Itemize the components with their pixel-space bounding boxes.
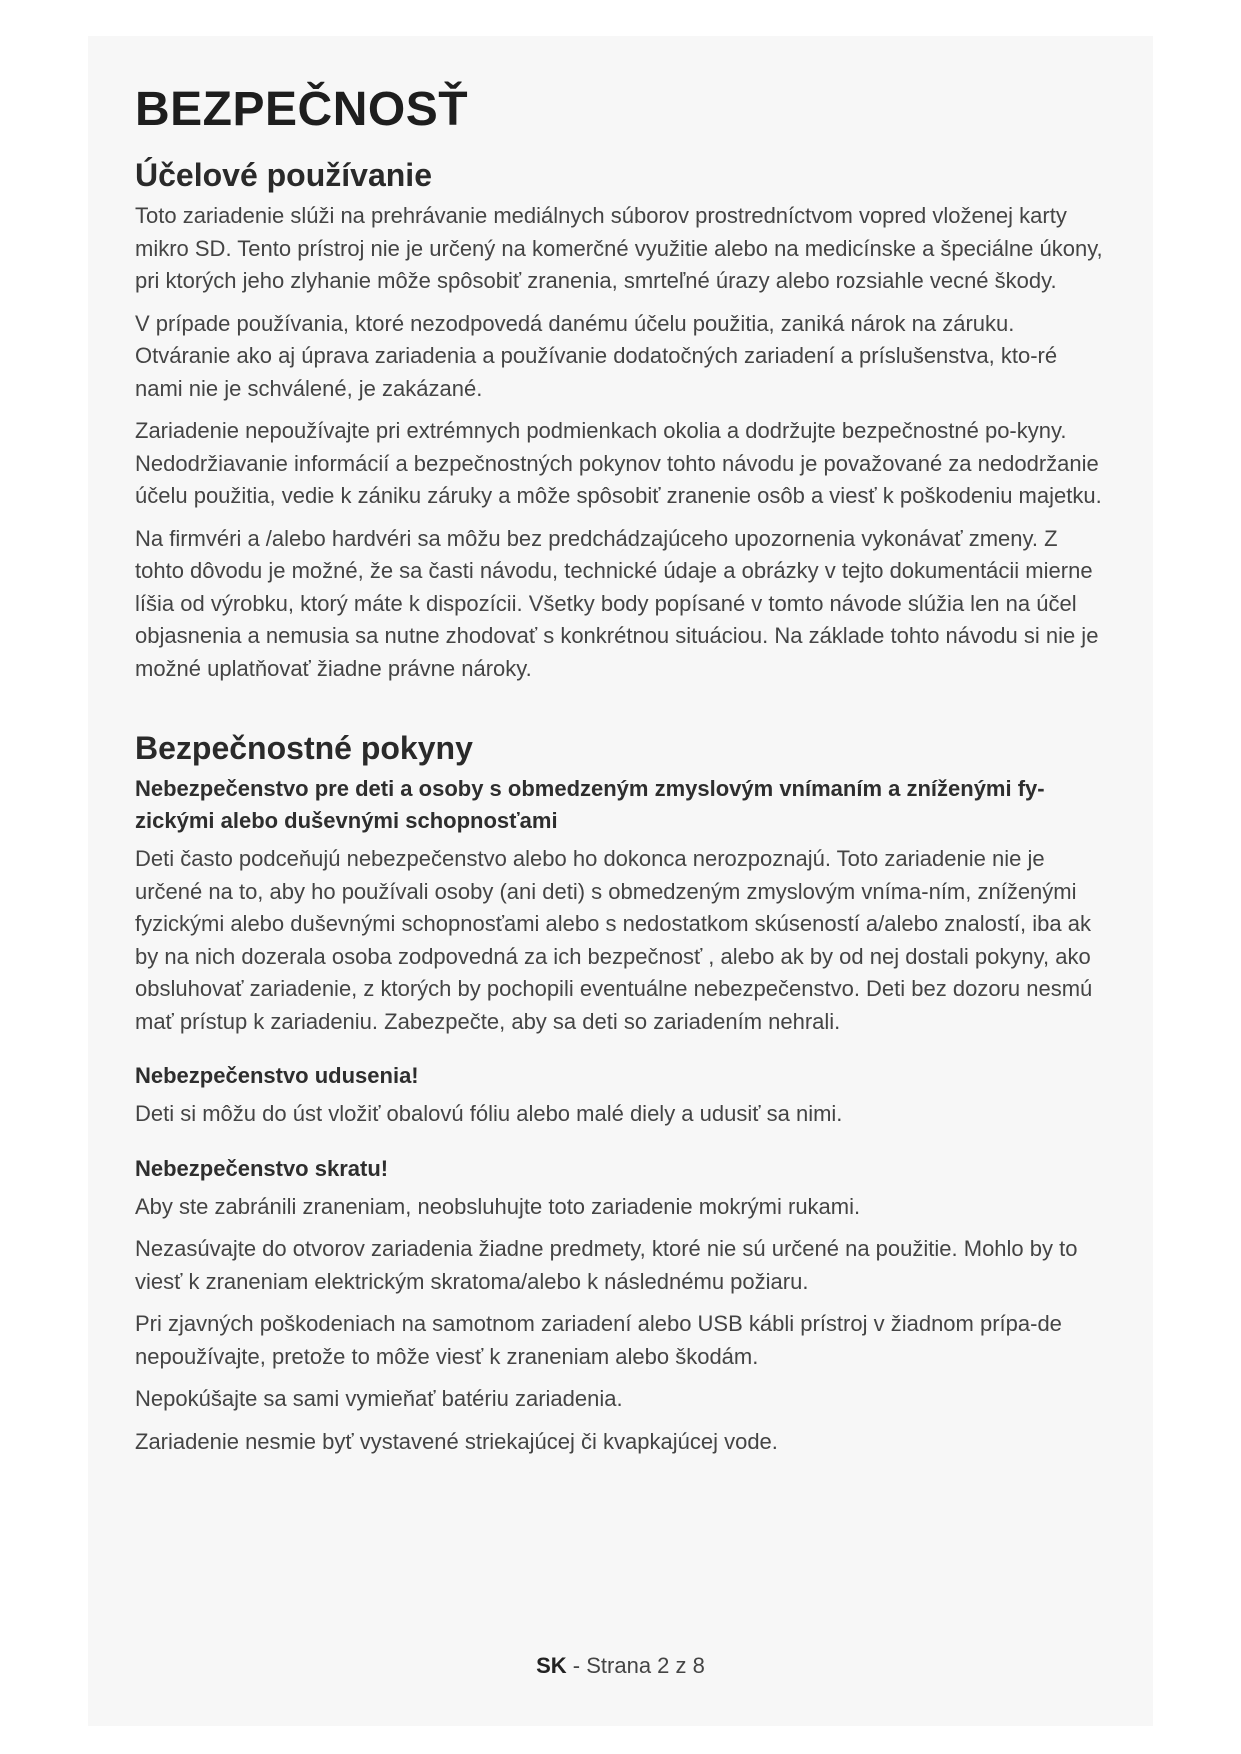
page-number: - Strana 2 z 8 bbox=[566, 1653, 705, 1678]
paragraph: Pri zjavných poškodeniach na samotnom zariadení alebo USB kábli prístroj v žiadnom prípa-de nepoužívajte, pretože to môže viesť k zraneniam alebo škodám. bbox=[135, 1311, 1062, 1369]
page-title: BEZPEČNOSŤ bbox=[135, 83, 469, 136]
paragraph: Deti často podceňujú nebezpečenstvo alebo ho dokonca nerozpoznajú. Toto zariadenie nie je určené na to, aby ho používali osoby (ani deti) s obmedzeným zmyslovým vníma-ním, zníženými fyzickými alebo duševnými schopnosťami alebo s nedostatkom skúseností a/alebo znalostí, iba ak by na nich dozerala osoba zodpovedná za ich bezpečnosť , alebo ak by od nej dostali pokyny, ako obsluhovať zariadenie, z ktorých by pochopili eventuálne nebezpečenstvo. Deti bez dozoru nesmú mať prístup k zariadeniu. Zabezpečte, aby sa deti so zariadením nehrali. bbox=[135, 846, 1093, 1034]
paragraph: Zariadenie nepoužívajte pri extrémnych podmienkach okolia a dodržujte bezpečnostné po-kyny. Nedodržiavanie informácií a bezpečnostných pokynov tohto návodu je považované za nedodržanie účelu použitia, vedie k zániku záruky a môže spôsobiť zranenie osôb a viesť k poškodeniu majetku. bbox=[135, 418, 1102, 508]
page-content bbox=[135, 70, 1110, 1468]
paragraph: Aby ste zabránili zraneniam, neobsluhujte toto zariadenie mokrými rukami. bbox=[135, 1193, 861, 1219]
paragraph: Deti si môžu do úst vložiť obalovú fóliu alebo malé diely a udusiť sa nimi. bbox=[135, 1101, 843, 1126]
paragraph: Nezasúvajte do otvorov zariadenia žiadne predmety, ktoré nie sú určené na použitie. Mohlo by to viesť k zraneniam elektrickým skratoma/alebo k následnému požiaru. bbox=[135, 1236, 1078, 1294]
page-footer bbox=[0, 1653, 1241, 1679]
subheading-suffocation: Nebezpečenstvo udusenia! bbox=[135, 1063, 419, 1088]
language-code: SK bbox=[536, 1653, 567, 1678]
paragraph: V prípade používania, ktoré nezodpovedá danému účelu použitia, zaniká nárok na záruku. Otváranie ako aj úprava zariadenia a používanie dodatočných zariadení a príslušenstva, kto-ré nami nie je schválené, je zakázané. bbox=[135, 310, 1058, 401]
paragraph: Toto zariadenie slúži na prehrávanie mediálnych súborov prostredníctvom vopred vloženej karty mikro SD. Tento prístroj nie je určený na komerčné využitie alebo na medicínske a špeciálne úkony, pri ktorých jeho zlyhanie môže spôsobiť zranenia, smrteľné úrazy alebo rozsiahle vecné škody. bbox=[135, 203, 1103, 293]
paragraph: Na firmvéri a /alebo hardvéri sa môžu bez predchádzajúceho upozornenia vykonávať zmeny. Z tohto dôvodu je možné, že sa časti návodu, technické údaje a obrázky v tejto dokumentácii mierne líšia od výrobku, ktorý máte k dispozícii. Všetky body popísané v tomto návode slúžia len na účel objasnenia a nemusia sa nutne zhodovať s konkrétnou situáciou. Na základe tohto návodu si nie je možné uplatňovať žiadne právne nároky. bbox=[135, 525, 1099, 681]
section-heading-safety-instructions: Bezpečnostné pokyny bbox=[135, 730, 473, 766]
subheading-children-danger: Nebezpečenstvo pre deti a osoby s obmedzeným zmyslovým vnímaním a zníženými fy-zickými alebo duševnými schopnosťami bbox=[135, 776, 1045, 833]
subheading-short-circuit: Nebezpečenstvo skratu! bbox=[135, 1155, 389, 1181]
paragraph: Nepokúšajte sa sami vymieňať batériu zariadenia. bbox=[135, 1386, 623, 1411]
paragraph: Zariadenie nesmie byť vystavené striekajúcej či kvapkajúcej vode. bbox=[135, 1428, 778, 1454]
section-heading-intended-use: Účelové používanie bbox=[135, 157, 432, 193]
